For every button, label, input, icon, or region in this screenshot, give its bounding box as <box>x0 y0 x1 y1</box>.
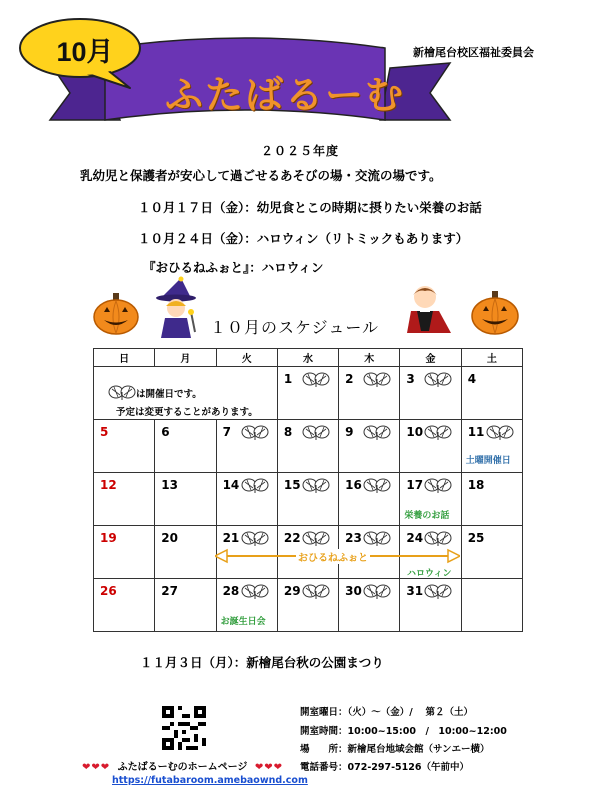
week-row <box>94 579 523 632</box>
day-number: 5 <box>100 425 109 439</box>
day-cell <box>94 579 155 632</box>
vampire-child-icon <box>405 281 455 341</box>
open-day-mark-icon <box>241 476 269 497</box>
day-cell <box>277 420 338 473</box>
open-day-mark-icon <box>302 476 330 497</box>
day-number: 18 <box>467 478 485 492</box>
day-number: 20 <box>161 531 178 545</box>
pumpkin-icon-left <box>92 292 140 336</box>
day-number: 15 <box>283 478 301 492</box>
birthday-party-note: お誕生日会 <box>220 617 266 627</box>
day-number: 31 <box>406 584 424 598</box>
day-cell <box>277 473 338 526</box>
weekday-tue: 火 <box>216 349 277 367</box>
hearts-icon: ❤❤❤ <box>254 762 284 773</box>
day-number: 24 <box>406 531 424 545</box>
open-day-mark-icon <box>302 370 330 391</box>
open-days: 開室曜日：（火）～（金）/ 第２（土） <box>300 707 474 718</box>
open-day-mark-icon <box>424 370 452 391</box>
open-day-mark-icon <box>363 370 391 391</box>
day-number: 14 <box>222 478 240 492</box>
day-cell <box>461 579 522 632</box>
day-cell <box>400 367 461 420</box>
ohirune-photo-label: おひるねふぉと <box>296 549 370 564</box>
legend-open-day: は開催日です。 <box>136 389 202 400</box>
open-day-mark-icon <box>363 582 391 603</box>
weekday-wed: 水 <box>277 349 338 367</box>
day-number: 27 <box>161 584 178 598</box>
halloween-note: ハロウィン <box>407 569 452 579</box>
open-day-mark-icon <box>108 383 136 404</box>
day-number: 11 <box>467 425 485 439</box>
month-badge: 10月 <box>56 37 114 67</box>
day-number: 28 <box>222 584 240 598</box>
day-cell <box>155 526 216 579</box>
day-cell <box>155 420 216 473</box>
homepage-qr-code-icon[interactable] <box>162 706 206 750</box>
open-day-mark-icon <box>241 423 269 444</box>
day-cell <box>461 367 522 420</box>
day-number: 6 <box>161 425 170 439</box>
open-day-mark-icon <box>424 423 452 444</box>
day-number: 4 <box>467 372 477 386</box>
homepage-link[interactable]: https://futabaroom.amebaownd.com <box>112 775 308 786</box>
day-cell <box>216 579 277 632</box>
open-day-mark-icon <box>424 582 452 603</box>
pumpkin-icon-right <box>470 290 520 336</box>
day-cell <box>339 579 400 632</box>
open-day-mark-icon <box>424 529 452 550</box>
intro-text: 乳幼児と保護者が安心して過ごせるあそびの場・交流の場です。 <box>80 168 442 183</box>
day-cell <box>400 420 461 473</box>
weekday-mon: 月 <box>155 349 216 367</box>
day-number: 7 <box>222 425 231 439</box>
day-number: 1 <box>283 372 293 386</box>
day-cell <box>339 473 400 526</box>
fiscal-year: ２０２５年度 <box>260 144 339 158</box>
day-number: 10 <box>406 425 424 439</box>
phone-number: 電話番号：072-297-5126（午前中） <box>300 762 469 773</box>
nutrition-talk-note: 栄養のお話 <box>404 511 450 521</box>
day-cell <box>461 526 522 579</box>
open-day-mark-icon <box>363 476 391 497</box>
weekday-header-row <box>94 349 523 367</box>
day-number: 12 <box>100 478 117 492</box>
organization-name: 新檜尾台校区福祉委員会 <box>413 46 534 59</box>
day-cell <box>400 473 461 526</box>
week-row <box>94 367 523 420</box>
day-number: 23 <box>345 531 362 545</box>
day-number: 25 <box>467 531 485 545</box>
day-cell <box>155 473 216 526</box>
open-day-mark-icon <box>241 529 269 550</box>
weekday-fri: 金 <box>400 349 461 367</box>
day-cell <box>339 420 400 473</box>
october-calendar <box>93 348 523 632</box>
week-row <box>94 473 523 526</box>
november-event: １１月３日（月）：新檜尾台秋の公園まつり <box>140 655 384 670</box>
day-number: 19 <box>100 531 117 545</box>
day-cell <box>339 367 400 420</box>
event-line-2: １０月２４日（金）：ハロウィン（リトミックもあります） <box>138 231 469 246</box>
weekday-sat: 土 <box>461 349 522 367</box>
weekday-thu: 木 <box>339 349 400 367</box>
week-row <box>94 420 523 473</box>
day-cell <box>277 367 338 420</box>
schedule-title: １０月のスケジュール <box>210 318 380 337</box>
open-day-mark-icon <box>302 582 330 603</box>
event-line-1: １０月１７日（金）：幼児食とこの時期に摂りたい栄養のお話 <box>138 200 482 215</box>
day-number: 30 <box>345 584 362 598</box>
day-number: 17 <box>406 478 424 492</box>
weekday-sun: 日 <box>94 349 155 367</box>
page-title: ふたばるーむ <box>164 73 405 117</box>
open-hours: 開室時間：10:00~15:00 / 10:00~12:00 <box>300 726 507 737</box>
day-number: 9 <box>345 425 354 439</box>
day-cell <box>400 579 461 632</box>
day-cell <box>216 420 277 473</box>
day-cell <box>461 473 522 526</box>
day-number: 13 <box>161 478 178 492</box>
day-cell <box>461 420 522 473</box>
witch-child-icon <box>151 276 201 342</box>
day-number: 26 <box>100 584 117 598</box>
open-day-mark-icon <box>241 582 269 603</box>
day-cell <box>277 579 338 632</box>
day-cell <box>94 473 155 526</box>
day-number: 3 <box>406 372 415 386</box>
homepage-text: ふたばるーむのホームページ <box>117 762 248 773</box>
open-day-mark-icon <box>486 423 514 444</box>
day-number: 29 <box>283 584 301 598</box>
day-cell <box>94 420 155 473</box>
open-day-mark-icon <box>302 423 330 444</box>
open-day-mark-icon <box>363 529 391 550</box>
day-cell <box>155 579 216 632</box>
saturday-open-note: 土曜開催日 <box>465 456 511 466</box>
day-number: 16 <box>345 478 362 492</box>
legend-note: 予定は変更することがあります。 <box>116 407 258 418</box>
legend-cell <box>94 367 278 420</box>
event-line-3: 『おひるねふぉと』：ハロウィン <box>143 260 324 275</box>
day-number: 21 <box>222 531 240 545</box>
day-number: 8 <box>283 425 293 439</box>
open-day-mark-icon <box>363 423 391 444</box>
day-number: 2 <box>345 372 354 386</box>
open-day-mark-icon <box>302 529 330 550</box>
homepage-label <box>82 758 283 773</box>
day-number: 22 <box>283 531 301 545</box>
hearts-icon: ❤❤❤ <box>82 762 111 773</box>
day-cell <box>216 473 277 526</box>
open-day-mark-icon <box>424 476 452 497</box>
venue: 場 所：新檜尾台地域会館（サンエー横） <box>300 744 490 755</box>
day-cell <box>94 526 155 579</box>
